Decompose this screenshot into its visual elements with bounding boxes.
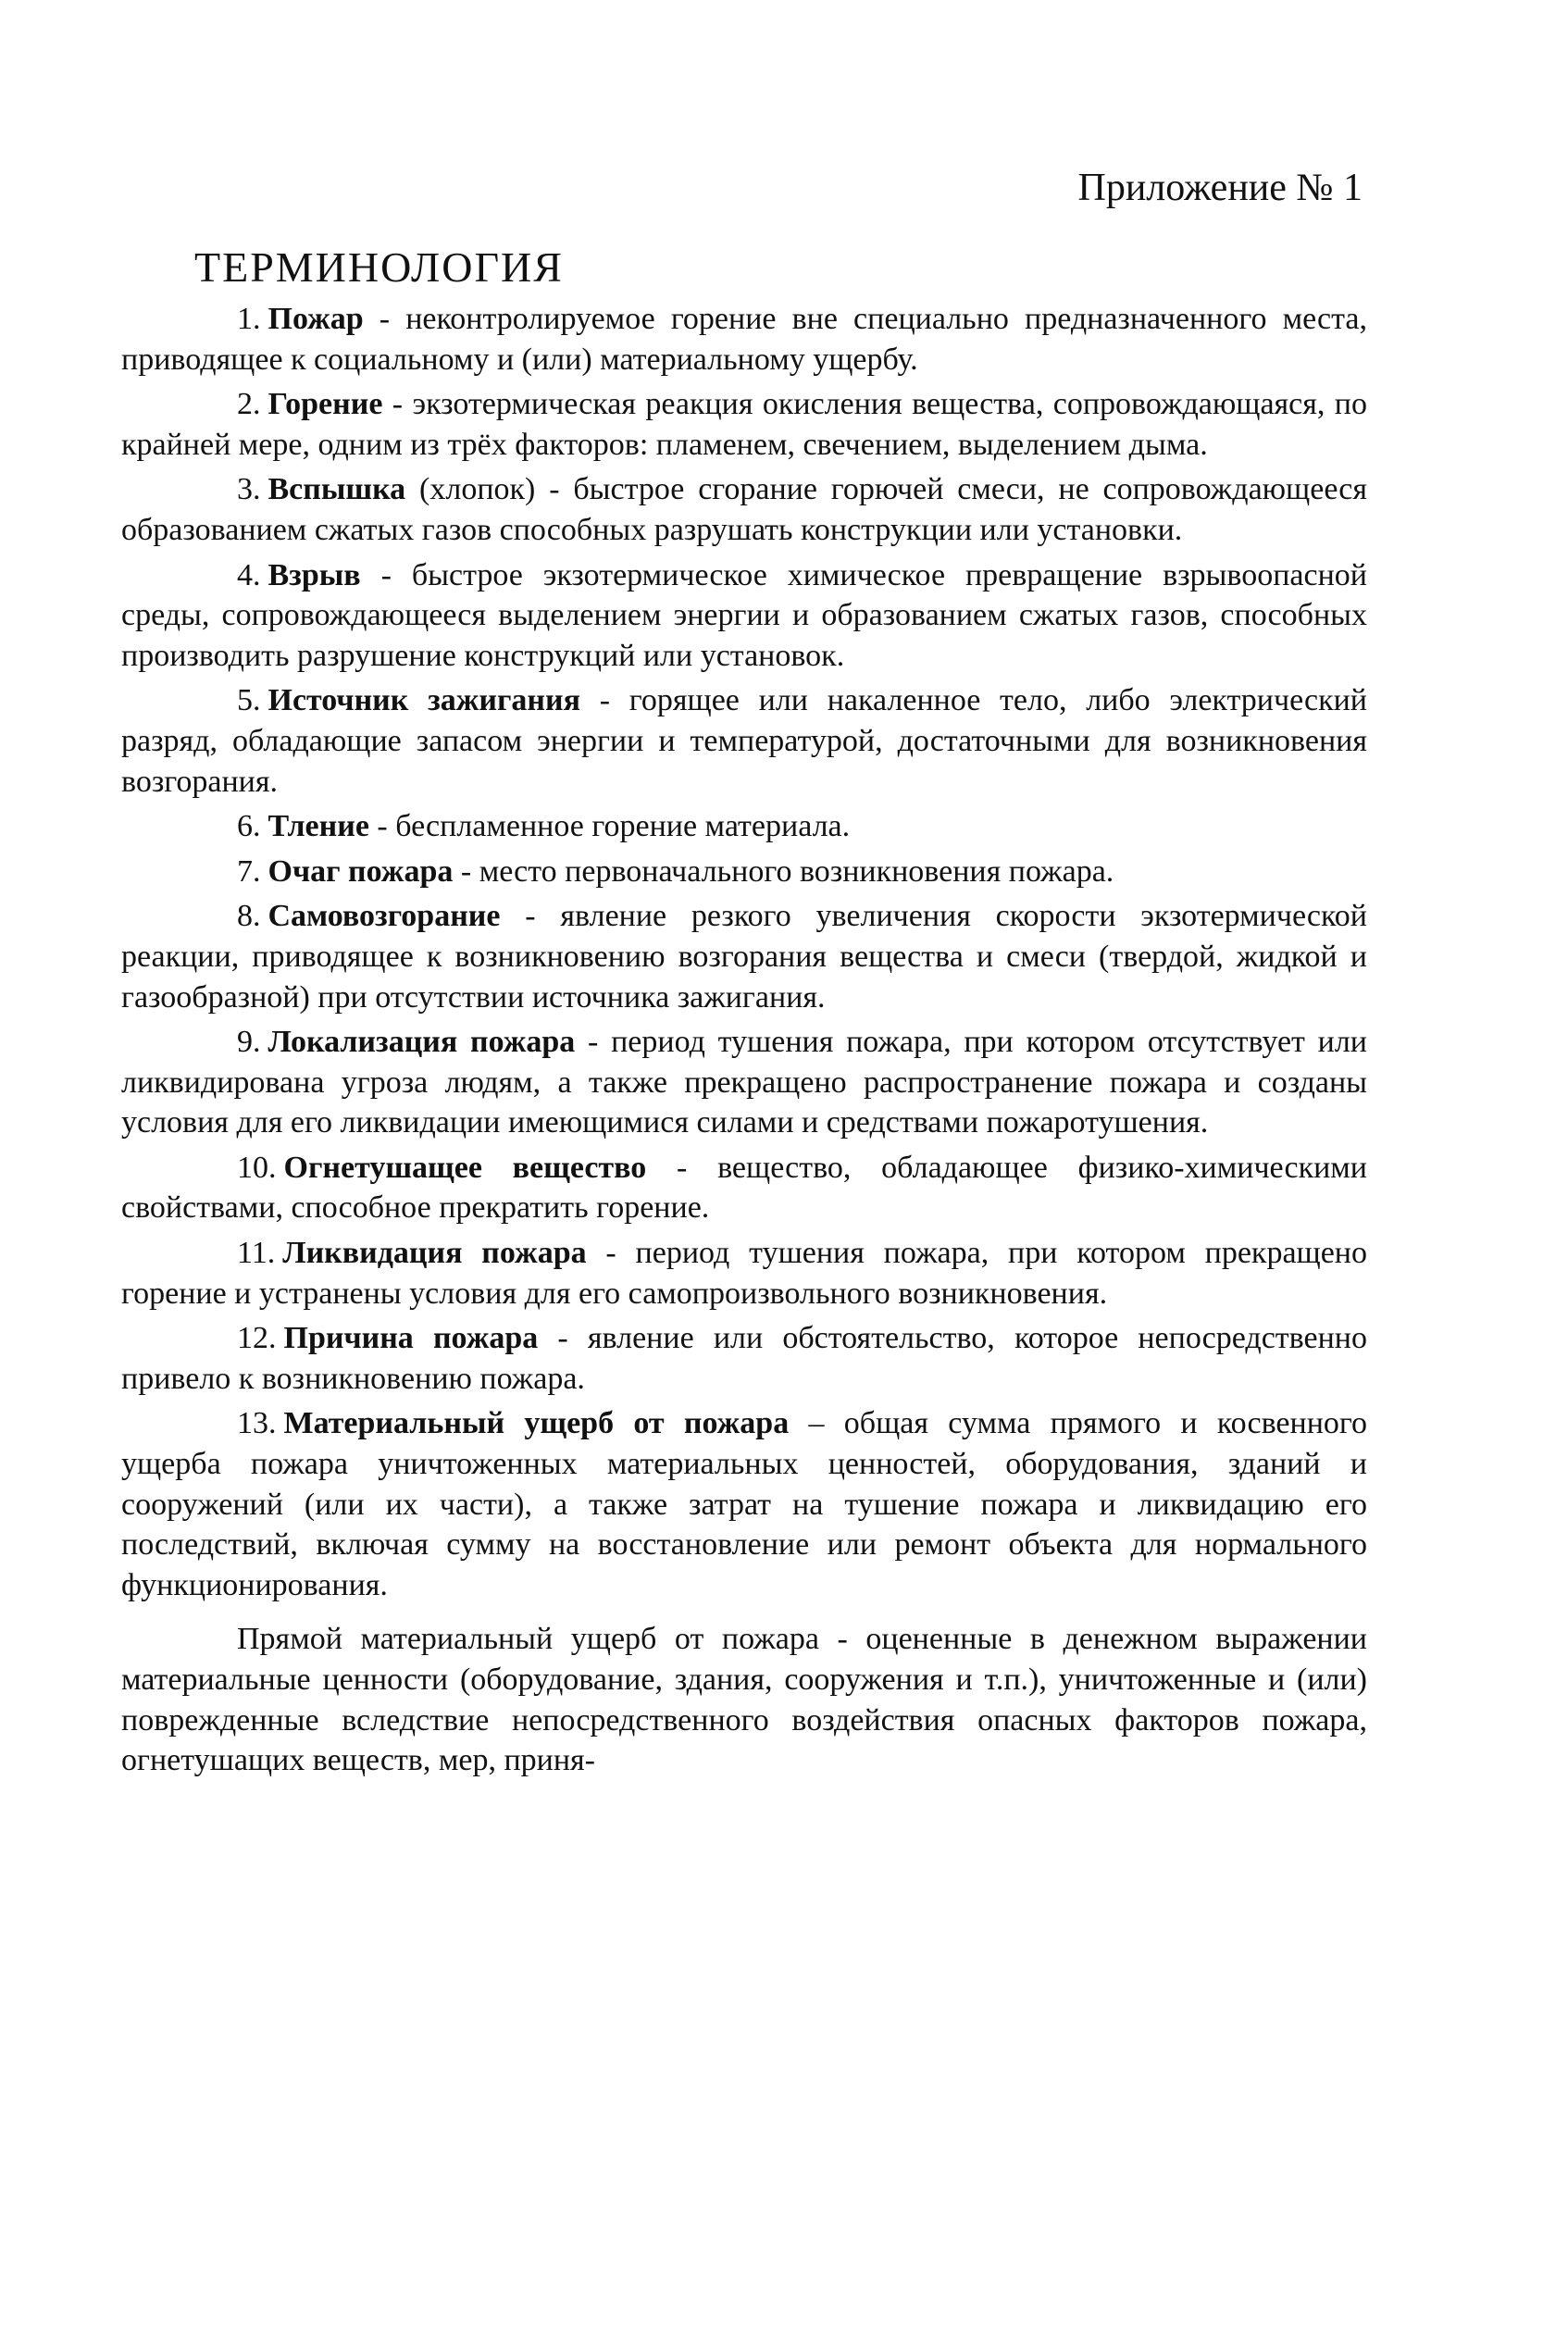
term-item-2	[121, 384, 1367, 465]
term-definition: - быстрое экзотермическое химическое превращение взрывоопасной среды, сопровождающееся выделением энергии и образованием сжатых газов, способных производить разрушение конструкций или установок.	[121, 557, 1367, 673]
term-name: Тление	[268, 809, 369, 844]
term-item-8	[121, 896, 1367, 1017]
term-item-6	[121, 806, 1367, 847]
term-item-4	[121, 555, 1367, 677]
term-name: Горение	[268, 387, 383, 422]
term-item-1	[121, 299, 1367, 380]
terminology-list	[121, 299, 1367, 1786]
term-item-9	[121, 1022, 1367, 1143]
term-definition: - экзотермическая реакция окисления вещества, сопровождающаяся, по крайней мере, одним из трёх факторов: пламенем, свечением, выделением дыма.	[121, 387, 1367, 462]
term-definition: - неконтролируемое горение вне специально предназначенного места, приводящее к социальному и (или) материальному ущербу.	[121, 302, 1367, 377]
term-name: Пожар	[268, 302, 364, 336]
term-name: Самовозгорание	[268, 899, 501, 934]
term-name: Локализация пожара	[268, 1025, 576, 1060]
term-definition: - период тушения пожара, при котором прекращено горение и устранены условия для его самопроизвольного возникновения.	[121, 1236, 1367, 1311]
term-name: Источник зажигания	[268, 683, 581, 718]
term-number: 8.	[237, 899, 261, 934]
term-definition: - вещество, обладающее физико-химическими свойствами, способное прекратить горение.	[121, 1150, 1367, 1226]
term-definition: - явление резкого увеличения скорости экзотермической реакции, приводящее к возникновению возгорания вещества и смеси (твердой, жидкой и газообразной) при отсутствии источника зажигания.	[121, 899, 1367, 1015]
term-number: 1.	[237, 302, 261, 336]
term-number: 5.	[237, 683, 261, 718]
term-number: 9.	[237, 1025, 261, 1060]
term-number: 11.	[237, 1236, 276, 1271]
term-number: 2.	[237, 387, 261, 422]
term-name: Материальный ущерб от пожара	[283, 1406, 790, 1441]
term-definition: - горящее или накаленное тело, либо электрический разряд, обладающие запасом энергии и температурой, достаточными для возникновения возгорания.	[121, 683, 1368, 799]
term-name: Взрыв	[268, 557, 361, 592]
term-item-5	[121, 680, 1367, 802]
document-title: ТЕРМИНОЛОГИЯ	[194, 243, 564, 291]
term-number: 4.	[237, 557, 261, 592]
term-item-11	[121, 1233, 1367, 1314]
term-definition: - период тушения пожара, при котором отсутствует или ликвидирована угроза людям, а также прекращено распространение пожара и созданы условия для его ликвидации имеющимися силами и средствами пожаротушения.	[121, 1025, 1367, 1140]
term-name: Очаг пожара	[268, 853, 454, 889]
term-name: Вспышка	[268, 472, 406, 507]
term-item-12	[121, 1318, 1367, 1399]
term-definition: (хлопок) - быстрое сгорание горючей смеси, не сопровождающееся образованием сжатых газов способных разрушать конструкции или установки.	[121, 472, 1367, 547]
term-number: 6.	[237, 809, 261, 844]
term-number: 7.	[237, 853, 261, 889]
term-item-3	[121, 469, 1367, 550]
term-number: 3.	[237, 472, 261, 507]
direct-damage-paragraph: Прямой материальный ущерб от пожара - оцененные в денежном выражении материальные ценности (оборудование, здания, сооружения и т.п.), уничтоженные и (или) поврежденные вследствие непосредственного воздействия опасных факторов пожара, огнетушащих веществ, мер, приня-	[121, 1622, 1367, 1778]
appendix-label: Приложение № 1	[1077, 167, 1363, 209]
term-name: Огнетушащее вещество	[283, 1150, 647, 1185]
term-number: 10.	[237, 1150, 277, 1185]
term-definition: - явление или обстоятельство, которое непосредственно привело к возникновению пожара.	[121, 1321, 1368, 1396]
term-name: Ликвидация пожара	[282, 1236, 587, 1271]
term-number: 12.	[237, 1321, 277, 1356]
term-item-13	[121, 1403, 1367, 1605]
term-definition: - беспламенное горение материала.	[368, 809, 851, 844]
term-number: 13.	[237, 1406, 277, 1441]
term-item-7	[121, 852, 1367, 892]
term-definition: - место первоначального возникновения пожара.	[453, 853, 1114, 889]
term-item-10	[121, 1148, 1367, 1228]
term-name: Причина пожара	[283, 1321, 539, 1356]
term-definition: – общая сумма прямого и косвенного ущерба пожара уничтоженных материальных ценностей, оборудования, зданий и сооружений (или их части), а также затрат на тушение пожара и ликвидацию его последствий, включая сумму на восстановление или ремонт объекта для нормального функционирования.	[121, 1406, 1368, 1602]
